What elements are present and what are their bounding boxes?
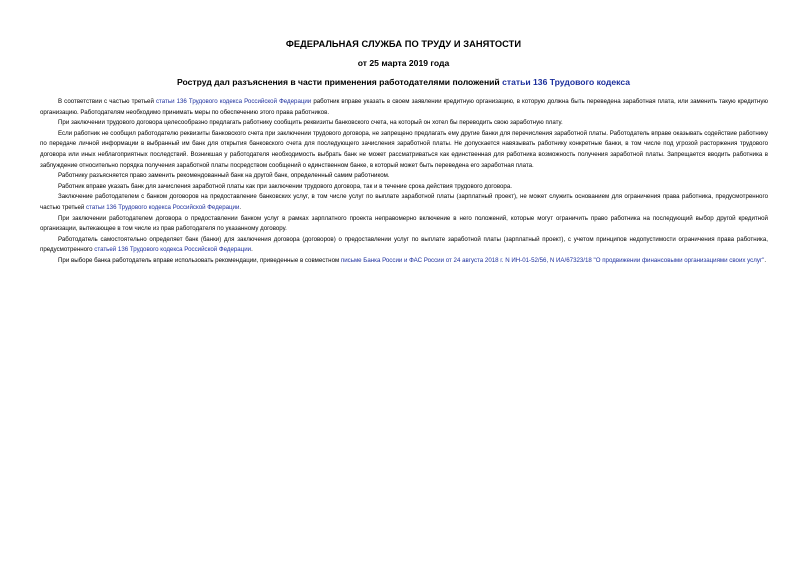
paragraph-6-article-link[interactable]: статьи 136 Трудового кодекса Российской Федерации: [86, 203, 240, 211]
paragraph-8-article-link[interactable]: статьей 136 Трудового кодекса Российской Федерации: [94, 246, 252, 254]
paragraph-9: [40, 256, 768, 267]
paragraph-1-article-link[interactable]: статьи 136 Трудового кодекса Российской Федерации: [155, 98, 312, 105]
paragraph-8: [40, 235, 768, 256]
paragraph-1: [40, 97, 768, 118]
document-body: [40, 97, 768, 267]
paragraph-8-text-post: .: [251, 246, 253, 254]
document-title: [0, 77, 807, 87]
document-title-text: Роструд дал разъяснения в части применения работодателями положений: [176, 77, 503, 87]
document-date: от 25 марта 2019 года: [357, 58, 450, 68]
paragraph-6: [40, 192, 768, 213]
paragraph-9-text-post: .: [764, 256, 767, 264]
paragraph-1-text-post: работник вправе указать в своем заявлении кредитную организацию, в которую должна быть переведена заработная плата, или заменить такую кредитную организацию. Работодателям необходимо принимать меры по обеспечению этого права работников.: [40, 98, 768, 116]
paragraph-3: Если работник не сообщил работодателю реквизиты банковского счета при заключении трудового договора, не запрещено предлагать ему другие банки для перечисления заработной платы. Работодатель вправе оказывать содействие работнику по передаче личной информации в выбранный им банк для открытия банковского счета для последующего зачисления заработной платы. Не допускается навязывать работнику конкретные банки, в том числе под угрозой расторжения трудового договора или иных неблагоприятных последствий. Возникшая у работодателя необходимость выбрать банк не может рассматриваться как единственная для работника возможность получения заработной платы. Запрещается вводить работника в заблуждение относительно порядка получения заработной платы посредством сообщений о единственном банке, в который может быть переведена его заработная плата.: [40, 129, 768, 169]
paragraph-9-letter-link[interactable]: письме Банка России и ФАС России от 24 августа 2018 г. N ИН-01-52/56, N ИА/67323/18 "О продвижении финансовыми организациями своих услуг": [340, 256, 765, 264]
paragraph-4: Работнику разъясняется право заменить рекомендованный банк на другой банк, определенный самим работником.: [58, 172, 390, 180]
agency-heading: ФЕДЕРАЛЬНАЯ СЛУЖБА ПО ТРУДУ И ЗАНЯТОСТИ: [285, 39, 522, 49]
paragraph-9-text-pre: При выборе банка работодатель вправе использовать рекомендации, приведенные в совместном: [58, 256, 341, 264]
paragraph-8-text-pre: Работодатель самостоятельно определяет банк (банки) для заключения договора (договоров) о предоставлении услуг по выплате заработной платы (зарплатный проект), с учетом принципов недопустимости ограничения права работника, предусмотренного: [40, 235, 768, 254]
paragraph-6-text-pre: Заключение работодателем с банком договоров на предоставление банковских услуг, в том числе услуг по выплате заработной платы (зарплатный проект), не может служить основанием для ограничения права работника, предусмотренного частью третьей: [40, 193, 768, 211]
paragraph-5: Работник вправе указать банк для зачисления заработной платы как при заключении трудового договора, так и в течение срока действия трудового договора.: [58, 182, 512, 190]
paragraph-1-text-pre: В соответствии с частью третьей: [58, 98, 156, 105]
paragraph-7: При заключении работодателем договора о предоставлении банком услуг в рамках зарплатного проекта неправомерно включение в него положений, которые могут ограничить право работника на последующий выбор другой кредитной организации, вытекающее в том числе из прав работодателя по указанному договору.: [40, 214, 768, 233]
paragraph-6-text-post: .: [239, 203, 242, 211]
title-article-link[interactable]: статьи 136 Трудового кодекса: [502, 77, 631, 87]
paragraph-2: При заключении трудового договора целесообразно предлагать работнику сообщить реквизиты банковского счета, на который он хотел бы переводить свою заработную плату.: [58, 119, 563, 127]
